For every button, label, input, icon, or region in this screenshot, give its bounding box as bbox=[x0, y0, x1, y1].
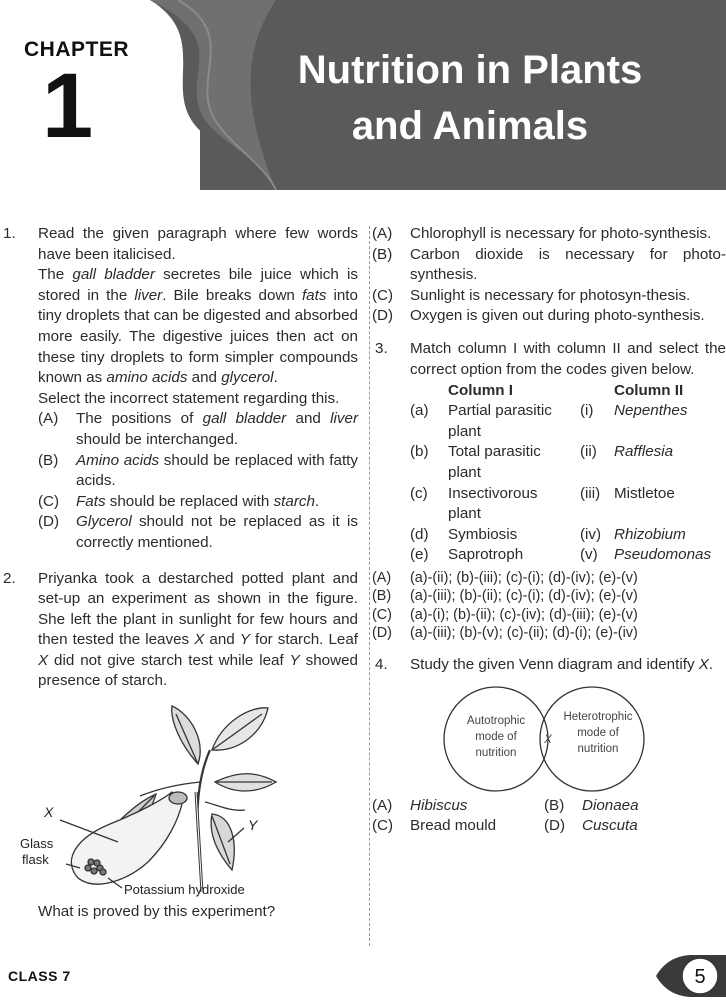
row-text-col1: Saprotroph bbox=[448, 546, 524, 564]
row-label-col1: (e) bbox=[410, 546, 429, 564]
option-text: Glycerol should not be replaced as it is correctly mentioned. bbox=[76, 513, 358, 551]
code-option-b bbox=[372, 586, 726, 604]
option-c bbox=[38, 492, 358, 513]
row-label-col1: (b) bbox=[410, 443, 429, 461]
options-row bbox=[372, 796, 726, 816]
chapter-header bbox=[0, 0, 726, 190]
option-d bbox=[372, 306, 726, 327]
question-1 bbox=[0, 224, 358, 554]
row-text-col1: Symbiosis bbox=[448, 525, 518, 543]
question-number: 2. bbox=[3, 569, 16, 587]
venn-right-line-1: Heterotrophic bbox=[563, 711, 633, 724]
row-text-col2: Nepenthes bbox=[614, 402, 688, 420]
match-row bbox=[372, 525, 726, 546]
question-number: 3. bbox=[375, 339, 388, 357]
option-label: (B) bbox=[372, 588, 392, 605]
match-table bbox=[372, 381, 726, 566]
question-paragraph: The gall bladder secretes bile juice which is stored in the liver. Bile breaks down fats into tiny droplets that can be digested and absorbed more easily. The digestive juices then act on these tiny droplets to form simpler compounds known as amino acids and glycerol. bbox=[38, 266, 359, 387]
venn-right-line-2: mode of bbox=[577, 727, 619, 740]
chapter-label: CHAPTER bbox=[24, 38, 130, 61]
question-text: Study the given Venn diagram and identify X. bbox=[410, 656, 714, 674]
question-text: What is proved by this experiment? bbox=[38, 903, 276, 921]
row-label-col2: (i) bbox=[580, 402, 594, 420]
options-row bbox=[372, 816, 726, 836]
figure-label-glass: Glass bbox=[20, 836, 54, 852]
option-a bbox=[372, 224, 726, 245]
venn-left-line-1: Autotrophic bbox=[466, 715, 526, 728]
options-list bbox=[38, 409, 358, 553]
option-text: Fats should be replaced with starch. bbox=[76, 492, 320, 510]
option-label: (C) bbox=[38, 492, 60, 510]
chapter-title-line-1: Nutrition in Plants bbox=[297, 48, 643, 92]
row-label-col2: (iii) bbox=[580, 484, 601, 502]
column-1-heading: Column I bbox=[448, 382, 513, 400]
option-text: Chlorophyll is necessary for photo-synthesis. bbox=[410, 225, 712, 242]
venn-diagram bbox=[372, 682, 726, 794]
option-label: (A) bbox=[372, 225, 393, 242]
option-label: (D) bbox=[544, 817, 566, 835]
option-label: (B) bbox=[38, 451, 59, 469]
question-4-options bbox=[372, 796, 726, 836]
row-text-col2: Rhizobium bbox=[614, 525, 686, 543]
venn-left-line-3: nutrition bbox=[475, 747, 517, 760]
venn-right-line-3: nutrition bbox=[577, 743, 619, 756]
row-label-col1: (a) bbox=[410, 402, 429, 420]
option-text: Dionaea bbox=[582, 797, 639, 815]
option-label: (D) bbox=[372, 625, 392, 642]
option-text: Oxygen is given out during photo-synthesis. bbox=[410, 307, 705, 325]
question-instruction: Select the incorrect statement regarding this. bbox=[38, 389, 340, 407]
row-text-col1: Total parasitic plant bbox=[448, 443, 541, 481]
option-text: (a)-(ii); (b)-(iii); (c)-(i); (d)-(iv); (e)-(v) bbox=[410, 569, 638, 586]
match-row bbox=[372, 442, 726, 483]
row-text-col1: Insectivorous plant bbox=[448, 484, 538, 523]
row-label-col2: (ii) bbox=[580, 443, 597, 461]
option-text: (a)-(iii); (b)-(ii); (c)-(i); (d)-(iv); (e)-(v) bbox=[410, 588, 638, 605]
row-text-col1: Partial parasitic plant bbox=[448, 402, 552, 440]
page-number: 5 bbox=[694, 966, 706, 988]
row-text-col2: Mistletoe bbox=[614, 484, 675, 502]
venn-left-line-2: mode of bbox=[475, 731, 517, 744]
venn-center-x: X bbox=[544, 734, 552, 747]
option-text: Bread mould bbox=[410, 817, 497, 835]
class-label: CLASS 7 bbox=[8, 968, 71, 984]
option-text: Amino acids should be replaced with fatty acids. bbox=[76, 451, 358, 490]
option-label: (B) bbox=[544, 797, 565, 815]
question-2 bbox=[0, 569, 358, 693]
column-divider bbox=[369, 226, 370, 946]
row-text-col2: Rafflesia bbox=[614, 443, 674, 461]
option-text: (a)-(iii); (b)-(v); (c)-(ii); (d)-(i); (e)-(iv) bbox=[410, 625, 638, 642]
question-number: 4. bbox=[375, 656, 388, 674]
option-c bbox=[372, 286, 726, 307]
code-option-d bbox=[372, 623, 726, 641]
option-label: (B) bbox=[372, 245, 393, 263]
question-2-prompt bbox=[0, 902, 358, 923]
option-label: (C) bbox=[372, 606, 392, 623]
header-wave-decoration bbox=[0, 0, 726, 190]
option-label: (A) bbox=[38, 410, 59, 428]
page-number-badge bbox=[650, 950, 726, 1000]
chapter-number: 1 bbox=[42, 55, 94, 157]
figure-label-y: Y bbox=[248, 817, 258, 834]
option-text: Carbon dioxide is necessary for photo-synthesis. bbox=[410, 245, 726, 284]
question-4 bbox=[372, 655, 726, 676]
figure-label-flask: flask bbox=[22, 852, 49, 868]
option-label: (A) bbox=[372, 797, 393, 815]
right-column bbox=[372, 224, 726, 836]
figure-label-x: X bbox=[44, 804, 54, 821]
question-number: 1. bbox=[3, 225, 16, 242]
row-label-col2: (v) bbox=[580, 546, 598, 564]
question-text: Match column I with column II and select the correct option from the codes given below. bbox=[410, 339, 726, 378]
option-text: Cuscuta bbox=[582, 817, 638, 835]
code-option-c bbox=[372, 605, 726, 623]
question-text: Read the given paragraph where few words have been italicised. bbox=[38, 225, 358, 263]
question-text: Priyanka took a destarched potted plant and set-up an experiment as shown in the figure. She left the plant in sunlight for few hours and then tested the leaves X and Y for starch. Leaf X did not give starch test while leaf Y showed presence of starch. bbox=[38, 569, 358, 690]
option-b bbox=[372, 245, 726, 286]
row-label-col1: (c) bbox=[410, 484, 428, 502]
match-table-header bbox=[372, 381, 726, 401]
match-row bbox=[372, 484, 726, 525]
match-rows bbox=[372, 401, 726, 566]
question-2-options bbox=[372, 224, 726, 327]
option-d bbox=[38, 512, 358, 553]
option-text: Hibiscus bbox=[410, 797, 468, 815]
row-text-col2: Pseudomonas bbox=[614, 546, 712, 564]
chapter-title-line-2: and Animals bbox=[351, 104, 589, 148]
code-options bbox=[372, 568, 726, 642]
option-label: (D) bbox=[372, 307, 394, 325]
option-b bbox=[38, 451, 358, 492]
option-label: (A) bbox=[372, 569, 392, 586]
option-text: The positions of gall bladder and liver should be interchanged. bbox=[76, 410, 359, 448]
option-a bbox=[38, 409, 358, 450]
row-label-col2: (iv) bbox=[580, 525, 602, 543]
experiment-figure bbox=[0, 692, 358, 902]
option-label: (C) bbox=[372, 817, 394, 835]
code-option-a bbox=[372, 568, 726, 586]
option-text: (a)-(i); (b)-(ii); (c)-(iv); (d)-(iii); (e)-(v) bbox=[410, 606, 638, 623]
match-row bbox=[372, 545, 726, 566]
question-3 bbox=[372, 339, 726, 380]
option-label: (C) bbox=[372, 286, 394, 304]
match-row bbox=[372, 401, 726, 442]
left-column bbox=[0, 224, 358, 923]
row-label-col1: (d) bbox=[410, 525, 429, 543]
option-label: (D) bbox=[38, 513, 60, 531]
column-2-heading: Column II bbox=[614, 382, 684, 400]
venn-circle-right bbox=[540, 687, 644, 791]
option-text: Sunlight is necessary for photosyn-thesis. bbox=[410, 286, 691, 304]
figure-label-koh: Potassium hydroxide bbox=[124, 882, 245, 898]
